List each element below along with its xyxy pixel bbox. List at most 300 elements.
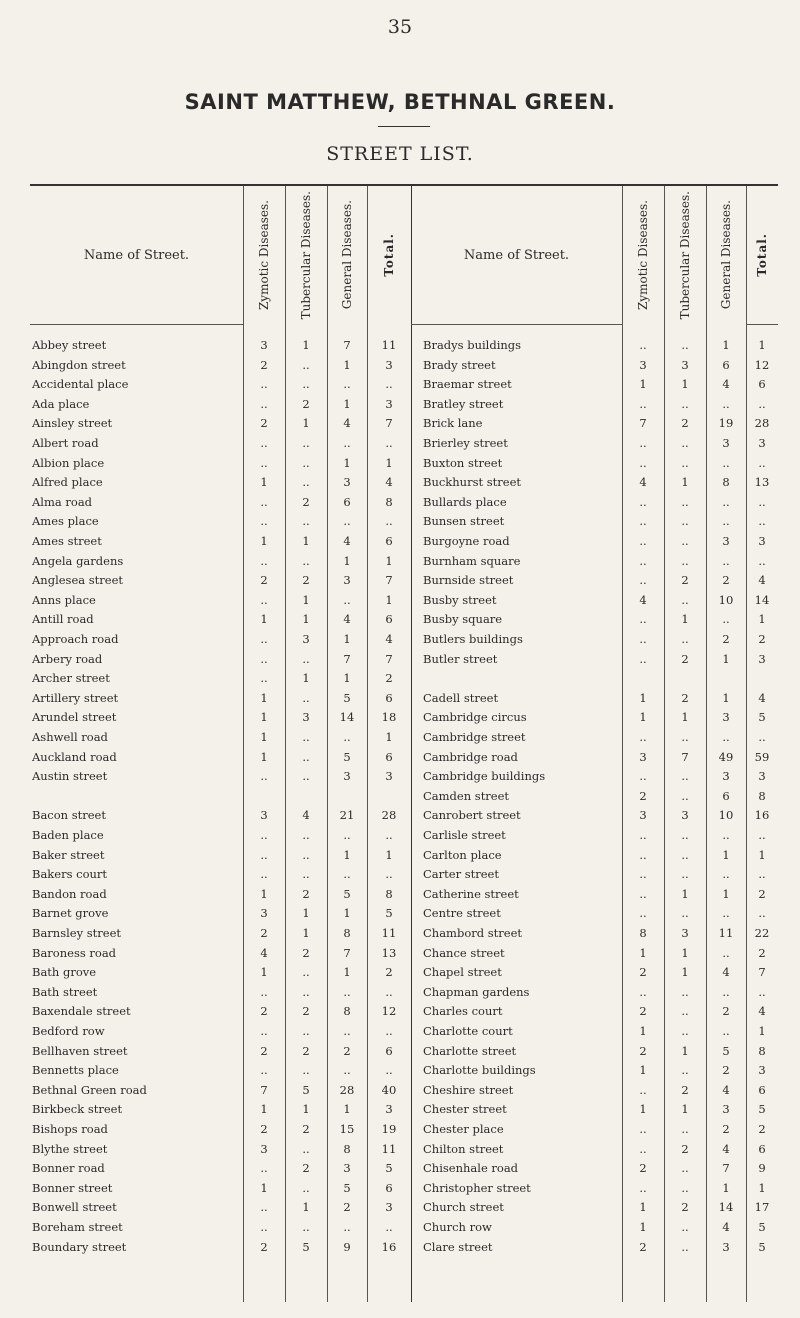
page-number: 35 xyxy=(387,16,413,38)
zymotic-count: .. xyxy=(639,1141,647,1156)
zymotic-count: 1 xyxy=(639,1063,647,1078)
street-name: Bedford row xyxy=(32,1024,105,1038)
general-count: 7 xyxy=(343,338,351,352)
total-count: 8 xyxy=(385,494,393,509)
total-count: .. xyxy=(385,984,393,999)
table-row xyxy=(30,1198,778,1217)
general-count: 7 xyxy=(343,945,351,960)
tubercular-count: 1 xyxy=(681,475,689,490)
total-count: .. xyxy=(385,1220,393,1234)
header-rule xyxy=(411,324,622,325)
street-name: Accidental place xyxy=(32,377,129,392)
total-count: 2 xyxy=(758,886,766,901)
street-name: Bath grove xyxy=(32,965,97,980)
tubercular-count: .. xyxy=(302,828,310,842)
tubercular-count: .. xyxy=(302,965,310,980)
street-name: Chilton street xyxy=(423,1141,504,1156)
total-count: 12 xyxy=(754,357,770,372)
table-row xyxy=(30,473,778,492)
tubercular-count: .. xyxy=(302,475,310,490)
street-name: Burgoyne road xyxy=(423,534,510,548)
total-count: .. xyxy=(385,867,393,882)
general-count: .. xyxy=(343,1220,351,1234)
total-count: .. xyxy=(385,1063,393,1078)
tubercular-count: .. xyxy=(681,436,689,450)
street-name: Bradys buildings xyxy=(423,338,522,352)
table-row xyxy=(30,434,778,453)
table-row xyxy=(30,1100,778,1119)
tubercular-count: .. xyxy=(681,553,689,568)
street-name: Bennetts place xyxy=(32,1063,119,1078)
total-count: .. xyxy=(385,436,393,450)
general-count: .. xyxy=(343,1024,351,1038)
street-name: Archer street xyxy=(32,671,110,686)
general-count: 1 xyxy=(722,651,730,666)
general-count: 2 xyxy=(722,1004,730,1019)
general-count: 5 xyxy=(343,690,351,705)
general-count: 14 xyxy=(339,710,355,725)
zymotic-count: 3 xyxy=(639,808,647,823)
zymotic-count: .. xyxy=(639,1082,647,1097)
table-row xyxy=(30,1179,778,1198)
tubercular-count: .. xyxy=(302,1024,310,1038)
street-name: Bishops road xyxy=(32,1122,108,1136)
table-row xyxy=(30,1061,778,1080)
street-name: Cambridge street xyxy=(423,730,526,744)
total-count: .. xyxy=(385,377,393,392)
street-name: Anns place xyxy=(32,592,96,607)
zymotic-count: 2 xyxy=(639,965,647,980)
street-name: Albert road xyxy=(32,436,99,450)
tubercular-count: 1 xyxy=(681,945,689,960)
general-count: 2 xyxy=(722,1063,730,1078)
zymotic-count: .. xyxy=(639,494,647,509)
street-name: Approach road xyxy=(32,632,119,646)
table-row xyxy=(30,708,778,727)
table-row xyxy=(30,669,778,688)
street-name: Buckhurst street xyxy=(423,475,522,490)
table-row xyxy=(30,787,778,806)
general-count: 14 xyxy=(718,1200,734,1215)
tubercular-count: 1 xyxy=(681,710,689,725)
street-name: Boundary street xyxy=(32,1239,127,1254)
tubercular-count: 2 xyxy=(681,1141,689,1156)
general-count: .. xyxy=(343,592,351,607)
street-name: Alfred place xyxy=(32,475,103,490)
tubercular-count: .. xyxy=(681,1122,689,1136)
tubercular-count: 1 xyxy=(302,1200,310,1215)
street-name: Chapel street xyxy=(423,965,502,980)
zymotic-count: .. xyxy=(260,828,268,842)
total-count: 6 xyxy=(758,1141,766,1156)
general-count: 8 xyxy=(343,1141,351,1156)
general-count: 7 xyxy=(722,1161,730,1176)
zymotic-count: .. xyxy=(260,671,268,686)
tubercular-count: .. xyxy=(681,769,689,784)
total-count: 8 xyxy=(758,1043,766,1058)
header-rule xyxy=(746,324,778,325)
total-count: 1 xyxy=(758,1180,766,1195)
zymotic-count: .. xyxy=(260,1220,268,1234)
general-count: 19 xyxy=(718,416,734,431)
total-count: 16 xyxy=(381,1239,397,1254)
street-name: Cambridge road xyxy=(423,749,518,764)
zymotic-count: 1 xyxy=(639,710,647,725)
street-name: Butlers buildings xyxy=(423,632,523,646)
street-name: Anglesea street xyxy=(32,573,124,588)
table-row xyxy=(30,963,778,982)
general-count: .. xyxy=(343,867,351,882)
tubercular-count: 2 xyxy=(681,1200,689,1215)
tubercular-count: .. xyxy=(681,828,689,842)
tubercular-count: 2 xyxy=(681,651,689,666)
general-count: 1 xyxy=(343,965,351,980)
general-count: 4 xyxy=(343,534,351,548)
street-name: Burnside street xyxy=(423,573,514,588)
street-name: Centre street xyxy=(423,906,501,921)
zymotic-count: 3 xyxy=(260,906,268,921)
general-count: 4 xyxy=(722,377,730,392)
street-name: Chester street xyxy=(423,1102,507,1117)
zymotic-count: 1 xyxy=(639,1200,647,1215)
total-count: 4 xyxy=(758,573,766,588)
total-count: 5 xyxy=(758,1239,766,1254)
total-count: 5 xyxy=(385,906,393,921)
zymotic-count: 1 xyxy=(260,710,268,725)
zymotic-count: .. xyxy=(260,984,268,999)
general-count: .. xyxy=(343,514,351,529)
street-name: Bratley street xyxy=(423,396,504,411)
general-count: 3 xyxy=(343,1161,351,1176)
table-row xyxy=(30,1159,778,1178)
street-name: Chapman gardens xyxy=(423,984,530,999)
total-count: .. xyxy=(385,828,393,842)
zymotic-count: 3 xyxy=(639,357,647,372)
total-count: .. xyxy=(385,1024,393,1038)
tubercular-count: .. xyxy=(302,651,310,666)
page-title: SAINT MATTHEW, BETHNAL GREEN. xyxy=(184,90,616,114)
total-count: 2 xyxy=(758,1122,766,1136)
tubercular-count: .. xyxy=(302,455,310,470)
street-name: Ainsley street xyxy=(32,416,113,431)
tubercular-count: .. xyxy=(681,1180,689,1195)
general-count: .. xyxy=(722,553,730,568)
tubercular-count: 2 xyxy=(681,1082,689,1097)
general-count: 1 xyxy=(343,357,351,372)
general-count: 3 xyxy=(722,769,730,784)
tubercular-count: 1 xyxy=(681,886,689,901)
general-count: .. xyxy=(343,984,351,999)
tubercular-count: .. xyxy=(681,1161,689,1176)
street-name: Ada place xyxy=(32,396,90,411)
general-count: .. xyxy=(722,867,730,882)
general-count: 3 xyxy=(343,573,351,588)
street-name: Bethnal Green road xyxy=(32,1082,147,1097)
street-name: Blythe street xyxy=(32,1141,108,1156)
street-name: Bath street xyxy=(32,984,98,999)
zymotic-count: 1 xyxy=(639,690,647,705)
street-name: Bunsen street xyxy=(423,514,505,529)
general-count: 4 xyxy=(722,1141,730,1156)
table-row xyxy=(30,924,778,943)
street-name: Austin street xyxy=(32,769,108,784)
street-name: Abingdon street xyxy=(32,357,126,372)
zymotic-count: .. xyxy=(639,573,647,588)
total-count: 2 xyxy=(385,671,393,686)
zymotic-count: 1 xyxy=(639,377,647,392)
general-count: 2 xyxy=(343,1200,351,1215)
zymotic-count: .. xyxy=(260,632,268,646)
zymotic-count: .. xyxy=(639,612,647,627)
general-count: 6 xyxy=(722,357,730,372)
general-count: 4 xyxy=(343,612,351,627)
header-zymotic-left: Zymotic Diseases. xyxy=(256,199,271,311)
total-count: 1 xyxy=(758,1024,766,1038)
tubercular-count: .. xyxy=(302,730,310,744)
total-count: 1 xyxy=(385,847,393,862)
zymotic-count: 3 xyxy=(639,749,647,764)
total-count: 1 xyxy=(758,612,766,627)
total-count: 1 xyxy=(385,730,393,744)
street-name: Chance street xyxy=(423,945,505,960)
total-count: 6 xyxy=(385,534,393,548)
street-name: Cheshire street xyxy=(423,1082,514,1097)
zymotic-count: .. xyxy=(639,396,647,411)
tubercular-count: .. xyxy=(302,436,310,450)
header-total-right: Total. xyxy=(754,233,769,277)
street-name: Antill road xyxy=(32,612,94,627)
general-count: .. xyxy=(722,455,730,470)
general-count: .. xyxy=(722,906,730,921)
total-count: .. xyxy=(758,828,766,842)
general-count: 3 xyxy=(343,475,351,490)
tubercular-count: .. xyxy=(302,1141,310,1156)
tubercular-count: 2 xyxy=(302,494,310,509)
tubercular-count: 2 xyxy=(302,886,310,901)
zymotic-count: .. xyxy=(639,534,647,548)
general-count: .. xyxy=(343,828,351,842)
total-count: 14 xyxy=(754,592,770,607)
total-count: 4 xyxy=(758,1004,766,1019)
street-name: Cambridge circus xyxy=(423,710,527,725)
tubercular-count: 1 xyxy=(302,592,310,607)
total-count: 3 xyxy=(385,769,393,784)
tubercular-count: .. xyxy=(681,534,689,548)
total-count: 17 xyxy=(754,1200,770,1215)
header-name-right: Name of Street. xyxy=(463,247,570,263)
header-tubercular-left: Tubercular Diseases. xyxy=(298,190,313,320)
zymotic-count: 1 xyxy=(260,534,268,548)
general-count: 8 xyxy=(343,1004,351,1019)
zymotic-count: .. xyxy=(639,769,647,784)
title-divider xyxy=(378,126,430,127)
general-count: 3 xyxy=(722,534,730,548)
zymotic-count: .. xyxy=(260,592,268,607)
tubercular-count: .. xyxy=(681,984,689,999)
general-count: .. xyxy=(343,377,351,392)
total-count: 40 xyxy=(381,1082,397,1097)
general-count: .. xyxy=(722,514,730,529)
zymotic-count: .. xyxy=(639,847,647,862)
general-count: .. xyxy=(722,494,730,509)
zymotic-count: 1 xyxy=(260,1102,268,1117)
street-name: Buxton street xyxy=(423,455,503,470)
general-count: 2 xyxy=(722,1122,730,1136)
tubercular-count: 7 xyxy=(681,749,689,764)
total-count: 1 xyxy=(385,592,393,607)
street-name: Ashwell road xyxy=(32,730,108,744)
zymotic-count: 1 xyxy=(260,730,268,744)
street-name: Bonwell street xyxy=(32,1200,117,1215)
zymotic-count: .. xyxy=(639,436,647,450)
table-row xyxy=(30,375,778,394)
tubercular-count: .. xyxy=(681,514,689,529)
street-name: Barnsley street xyxy=(32,926,122,940)
zymotic-count: 1 xyxy=(260,1180,268,1195)
tubercular-count: 1 xyxy=(681,1102,689,1117)
table-row xyxy=(30,826,778,845)
street-name: Carter street xyxy=(423,867,499,882)
total-count: 6 xyxy=(385,690,393,705)
total-count: .. xyxy=(758,514,766,529)
tubercular-count: .. xyxy=(302,690,310,705)
zymotic-count: 1 xyxy=(260,749,268,764)
street-name: Charlotte street xyxy=(423,1043,517,1058)
general-count: 5 xyxy=(722,1043,730,1058)
general-count: 2 xyxy=(343,1043,351,1058)
zymotic-count: .. xyxy=(260,494,268,509)
tubercular-count: .. xyxy=(302,769,310,784)
general-count: 21 xyxy=(339,808,355,823)
zymotic-count: .. xyxy=(639,867,647,882)
header-general-left: General Diseases. xyxy=(339,200,354,310)
table-row xyxy=(30,1042,778,1061)
general-count: .. xyxy=(343,436,351,450)
total-count: 3 xyxy=(758,534,766,548)
zymotic-count: .. xyxy=(639,906,647,921)
total-count: 3 xyxy=(385,357,393,372)
general-count: 1 xyxy=(722,338,730,352)
tubercular-count: 5 xyxy=(302,1082,310,1097)
street-name: Auckland road xyxy=(32,749,117,764)
general-count: 7 xyxy=(343,651,351,666)
general-count: .. xyxy=(722,612,730,627)
general-count: 3 xyxy=(722,710,730,725)
total-count: 18 xyxy=(381,710,397,725)
general-count: .. xyxy=(722,730,730,744)
general-count: 15 xyxy=(339,1122,355,1136)
street-name: Baxendale street xyxy=(32,1004,131,1019)
zymotic-count: 2 xyxy=(639,1004,647,1019)
table-row xyxy=(30,1081,778,1100)
total-count: 3 xyxy=(385,1102,393,1117)
header-general-right: General Diseases. xyxy=(718,200,733,310)
total-count: 13 xyxy=(381,945,397,960)
general-count: 49 xyxy=(718,749,734,764)
tubercular-count: .. xyxy=(681,396,689,411)
tubercular-count: 2 xyxy=(302,945,310,960)
zymotic-count: 1 xyxy=(639,1024,647,1038)
tubercular-count: 1 xyxy=(302,534,310,548)
table-row xyxy=(30,610,778,629)
zymotic-count: 1 xyxy=(260,475,268,490)
street-name: Bellhaven street xyxy=(32,1043,128,1058)
zymotic-count: .. xyxy=(260,514,268,529)
total-count: 8 xyxy=(385,886,393,901)
general-count: 3 xyxy=(722,1102,730,1117)
total-count: .. xyxy=(758,455,766,470)
tubercular-count: 2 xyxy=(302,573,310,588)
total-count: .. xyxy=(758,867,766,882)
tubercular-count: 5 xyxy=(302,1239,310,1254)
total-count: 3 xyxy=(758,1063,766,1078)
zymotic-count: .. xyxy=(639,514,647,529)
general-count: 2 xyxy=(722,632,730,646)
street-name: Chester place xyxy=(423,1122,504,1136)
general-count: 4 xyxy=(722,965,730,980)
tubercular-count: 2 xyxy=(681,573,689,588)
general-count: 2 xyxy=(722,573,730,588)
total-count: 5 xyxy=(758,1102,766,1117)
zymotic-count: 2 xyxy=(260,1004,268,1019)
street-name: Cambridge buildings xyxy=(423,769,546,784)
tubercular-count: 1 xyxy=(302,926,310,940)
table-row xyxy=(30,630,778,649)
zymotic-count: 1 xyxy=(260,886,268,901)
general-count: 1 xyxy=(722,886,730,901)
street-name: Birkbeck street xyxy=(32,1102,123,1117)
general-count: 8 xyxy=(722,475,730,490)
total-count: 1 xyxy=(758,338,766,352)
total-count: 8 xyxy=(758,788,766,803)
zymotic-count: .. xyxy=(639,730,647,744)
zymotic-count: 2 xyxy=(260,926,268,940)
tubercular-count: .. xyxy=(302,867,310,882)
tubercular-count: .. xyxy=(302,1220,310,1234)
street-name: Christopher street xyxy=(423,1180,531,1195)
general-count: 5 xyxy=(343,1180,351,1195)
total-count: .. xyxy=(758,906,766,921)
zymotic-count: 3 xyxy=(260,1141,268,1156)
zymotic-count: .. xyxy=(260,396,268,411)
street-name: Baker street xyxy=(32,847,105,862)
general-count: 5 xyxy=(343,886,351,901)
general-count: 10 xyxy=(718,808,734,823)
zymotic-count: 8 xyxy=(639,926,647,940)
general-count: 4 xyxy=(722,1220,730,1234)
general-count: 28 xyxy=(339,1082,355,1097)
total-count: 9 xyxy=(758,1161,766,1176)
street-name: Ames place xyxy=(32,514,99,529)
table-row xyxy=(30,395,778,414)
tubercular-count: .. xyxy=(302,553,310,568)
tubercular-count: .. xyxy=(302,847,310,862)
tubercular-count: .. xyxy=(681,494,689,509)
tubercular-count: .. xyxy=(681,592,689,607)
total-count: .. xyxy=(385,514,393,529)
general-count: .. xyxy=(722,1024,730,1038)
general-count: 1 xyxy=(343,847,351,862)
tubercular-count: .. xyxy=(681,1024,689,1038)
zymotic-count: 2 xyxy=(260,1043,268,1058)
table-row xyxy=(30,944,778,963)
general-count: .. xyxy=(343,730,351,744)
zymotic-count: .. xyxy=(639,886,647,901)
zymotic-count: .. xyxy=(260,651,268,666)
zymotic-count: .. xyxy=(260,1200,268,1215)
tubercular-count: 3 xyxy=(302,632,310,646)
header-name-left: Name of Street. xyxy=(83,247,190,263)
